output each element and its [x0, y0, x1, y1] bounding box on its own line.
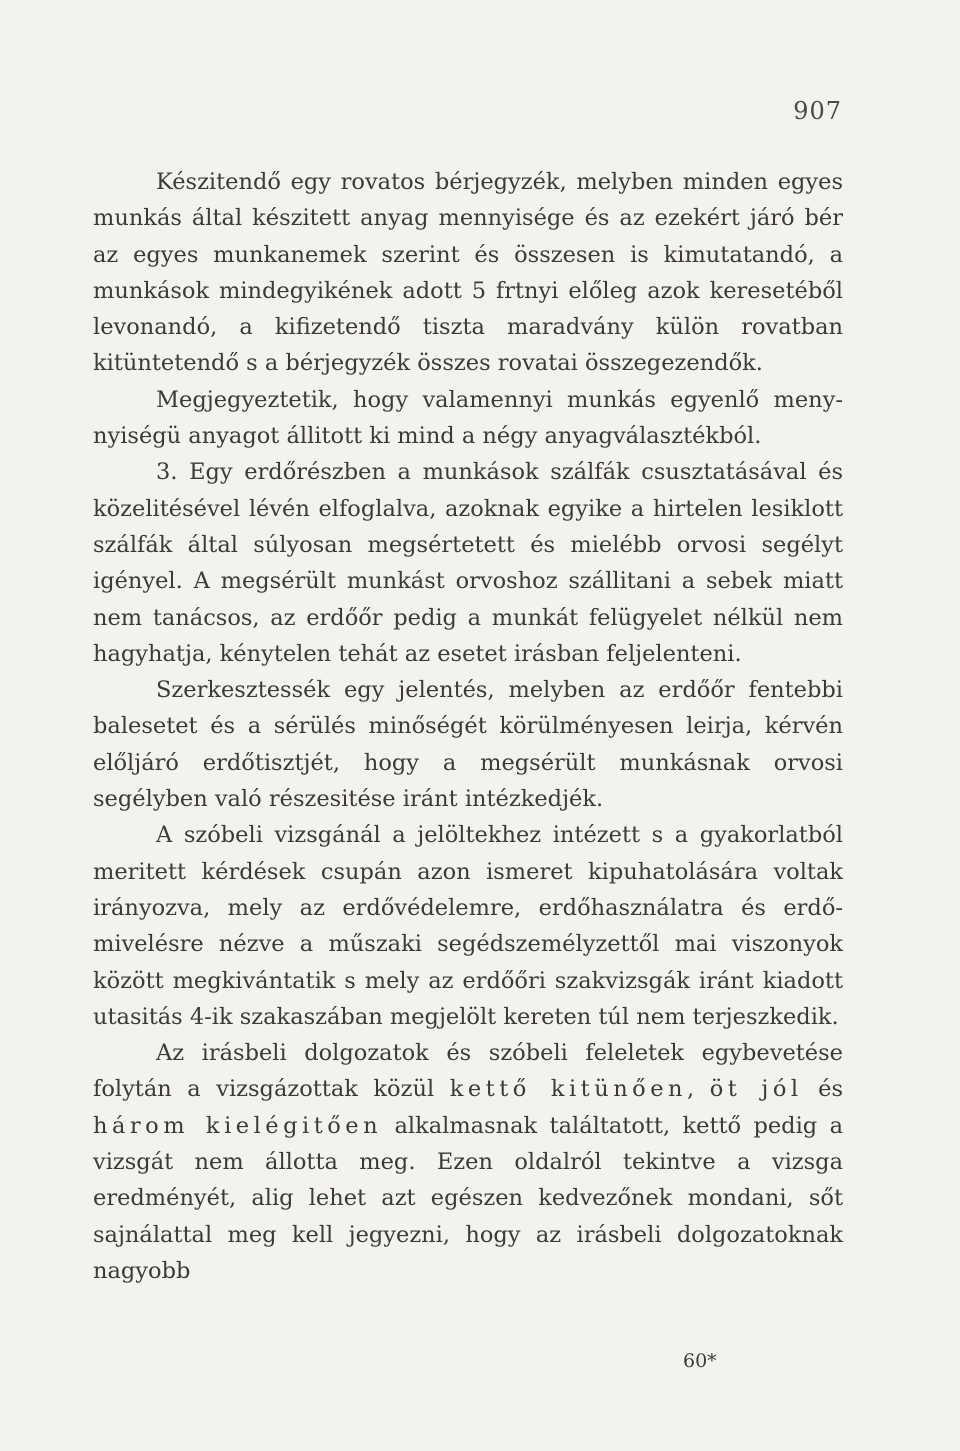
text-run: Szerkesztessék egy jelentés, melyben az erdőőr fentebbi balesetet és a sérülés minőségét körülményesen leirja, kérvén előljáró erdőtisztjét, hogy a megsérült munkásnak orvosi segélyben való részesitése iránt intézkedjék.: [93, 677, 843, 813]
spaced-emphasis: kettő kitünően: [449, 1076, 688, 1103]
text-run: ,: [687, 1076, 710, 1103]
paragraph: [93, 817, 843, 1035]
spaced-emphasis: öt jól: [709, 1076, 803, 1103]
paragraph: [93, 672, 843, 817]
spaced-emphasis: három kielégitően: [93, 1112, 383, 1139]
text-body: [93, 164, 843, 1289]
text-run: Készitendő egy rovatos bérjegyzék, melyben minden egyes munkás által készitett anyag mennyisége és az ezekért járó bér az egyes munkanemek szerint és összesen is kimutatandó, a munkások mindegyikének adott 5 frtnyi előleg azok keresetéből levonandó, a kifizetendő tiszta maradvány külön rovatban kitüntetendő s a bérjegyzék összes rovatai összegezendők.: [93, 169, 843, 377]
text-run: alkalmasnak találtatott, kettő pedig a vizsgát nem állotta meg. Ezen oldalról tekintve a vizsga eredményét, alig lehet azt egészen kedvezőnek mondani, sőt sajnálattal meg kell jegyezni, hogy az irásbeli dolgozatoknak nagyobb: [93, 1112, 843, 1284]
page-number: 907: [793, 97, 842, 125]
text-run: A szóbeli vizsgánál a jelöltekhez intézett s a gyakorlatból meritett kérdések csupán azon ismeret kipuhatolására voltak irányozva, mely az erdővédelemre, erdőhasználatra és erdőmivelésre nézve a műszaki segédszemélyzettől mai viszonyok között megkivántatik s mely az erdőőri szakvizsgák iránt kiadott utasitás 4-ik szakaszában megjelölt kereten túl nem terjeszkedik.: [93, 822, 843, 1030]
paragraph: [93, 164, 843, 382]
text-run: és: [802, 1076, 843, 1103]
paragraph: [93, 382, 843, 455]
paragraph: [93, 1035, 843, 1289]
signature-mark: 60*: [683, 1350, 717, 1372]
paragraph: [93, 454, 843, 672]
text-run: 3. Egy erdőrészben a munkások szálfák csusztatásával és közelitésével lévén elfoglalva, azoknak egyike a hirtelen lesiklott szálfák által súlyosan megsértetett és mielébb orvosi segélyt igényel. A megsérült munkást orvoshoz szállitani a sebek miatt nem tanácsos, az erdőőr pedig a munkát felügyelet nélkül nem hagyhatja, kénytelen tehát az esetet irásban feljelenteni.: [93, 459, 843, 667]
text-run: Az irásbeli dolgozatok és szóbeli feleletek egybevetése folytán a vizsgázottak közül: [93, 1040, 843, 1103]
text-run: Megjegyeztetik, hogy valamennyi munkás egyenlő menynyiségü anyagot állitott ki mind a négy anyagválasztékból.: [93, 386, 843, 450]
